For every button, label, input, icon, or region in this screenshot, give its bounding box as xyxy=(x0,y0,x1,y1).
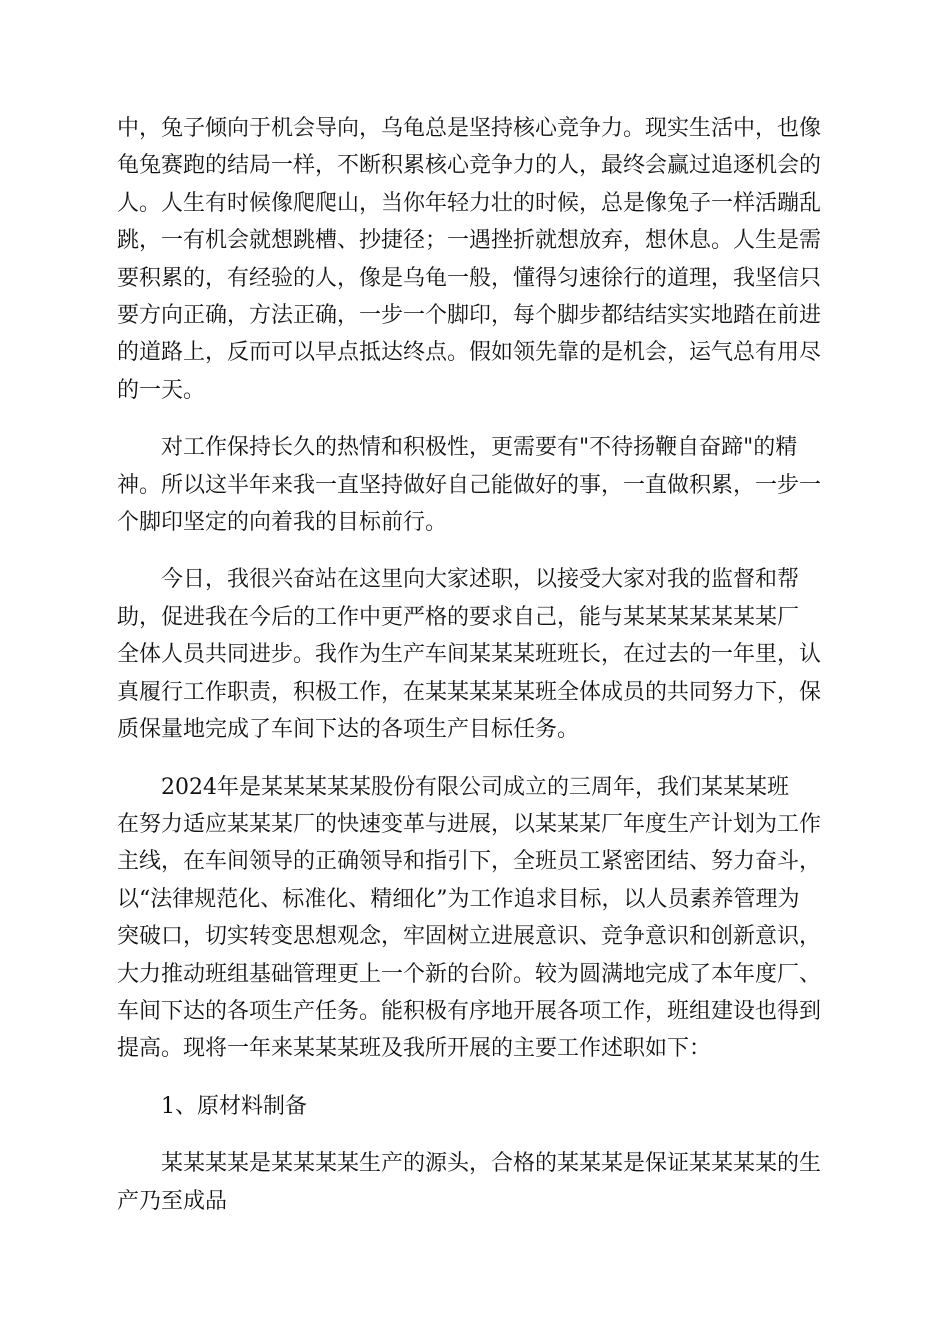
text-line: 全体人员共同进步。我作为生产车间某某某班班长，在过去的一年里，认 xyxy=(117,642,822,668)
text-line: 大力推动班组基础管理更上一个新的台阶。较为圆满地完成了本年度厂、 xyxy=(117,961,822,987)
text-line: 质保量地完成了车间下达的各项生产目标任务。 xyxy=(117,717,580,743)
paragraph-1 xyxy=(117,110,833,409)
text-line: 真履行工作职责，积极工作，在某某某某某班全体成员的共同努力下，保 xyxy=(117,679,822,705)
text-line: 在努力适应某某某厂的快速变革与进展，以某某某厂年度生产计划为工作 xyxy=(117,811,822,837)
text-line: 主线，在车间领导的正确领导和指引下，全班员工紧密团结、努力奋斗， xyxy=(117,849,822,875)
text-line: 突破口，切实转变思想观念，牢固树立进展意识、竞争意识和创新意识， xyxy=(117,924,822,950)
text-line: 人。人生有时候像爬爬山，当你年轻力壮的时候，总是像兔子一样活蹦乱 xyxy=(117,190,822,216)
text-line: 的道路上，反而可以早点抵达终点。假如领先靠的是机会，运气总有用尽 xyxy=(117,340,822,366)
text-line: 个脚印坚定的向着我的目标前行。 xyxy=(117,510,448,536)
text-line: 要积累的，有经验的人，像是乌龟一般，懂得匀速徐行的道理，我坚信只 xyxy=(117,265,822,291)
paragraph-gap xyxy=(117,541,833,561)
paragraph-gap xyxy=(117,749,833,769)
text-line: 的一天。 xyxy=(117,377,206,403)
text-line: 对工作保持长久的热情和积极性，更需要有"不待扬鞭自奋蹄"的精 xyxy=(161,435,798,461)
text-line: 神。所以这半年来我一直坚持做好自己能做好的事，一直做积累，一步一 xyxy=(117,472,822,498)
text-line: 2024年是某某某某某股份有限公司成立的三周年，我们某某某班 xyxy=(161,774,789,800)
paragraph-4 xyxy=(117,769,833,1068)
paragraph-5 xyxy=(117,1145,833,1220)
paragraph-gap xyxy=(117,1125,833,1145)
text-line: 中，兔子倾向于机会导向，乌龟总是坚持核心竞争力。现实生活中，也像 xyxy=(117,116,822,141)
paragraph-gap xyxy=(117,409,833,429)
text-line: 以“法律规范化、标准化、精细化”为工作追求目标，以人员素养管理为 xyxy=(117,886,800,912)
text-line: 某某某某是某某某某生产的源头，合格的某某某是保证某某某某的生 xyxy=(161,1151,822,1177)
section-heading xyxy=(117,1088,833,1125)
document-page xyxy=(117,110,833,1220)
text-line: 1、原材料制备 xyxy=(161,1093,307,1119)
paragraph-3 xyxy=(117,561,833,748)
text-line: 车间下达的各项生产任务。能积极有序地开展各项工作，班组建设也得到 xyxy=(117,998,822,1024)
text-line: 龟兔赛跑的结局一样，不断积累核心竞争力的人，最终会赢过追逐机会的 xyxy=(117,153,822,179)
text-line: 助，促进我在今后的工作中更严格的要求自己，能与某某某某某某某厂 xyxy=(117,604,800,630)
paragraph-2 xyxy=(117,429,833,541)
paragraph-gap xyxy=(117,1068,833,1088)
text-line: 跳，一有机会就想跳槽、抄捷径；一遇挫折就想放弃，想休息。人生是需 xyxy=(117,228,822,254)
text-line: 产乃至成品 xyxy=(117,1188,228,1214)
text-line: 提高。现将一年来某某某班及我所开展的主要工作述职如下： xyxy=(117,1036,712,1062)
text-line: 要方向正确，方法正确，一步一个脚印，每个脚步都结结实实地踏在前进 xyxy=(117,303,822,329)
text-line: 今日，我很兴奋站在这里向大家述职，以接受大家对我的监督和帮 xyxy=(161,567,800,593)
